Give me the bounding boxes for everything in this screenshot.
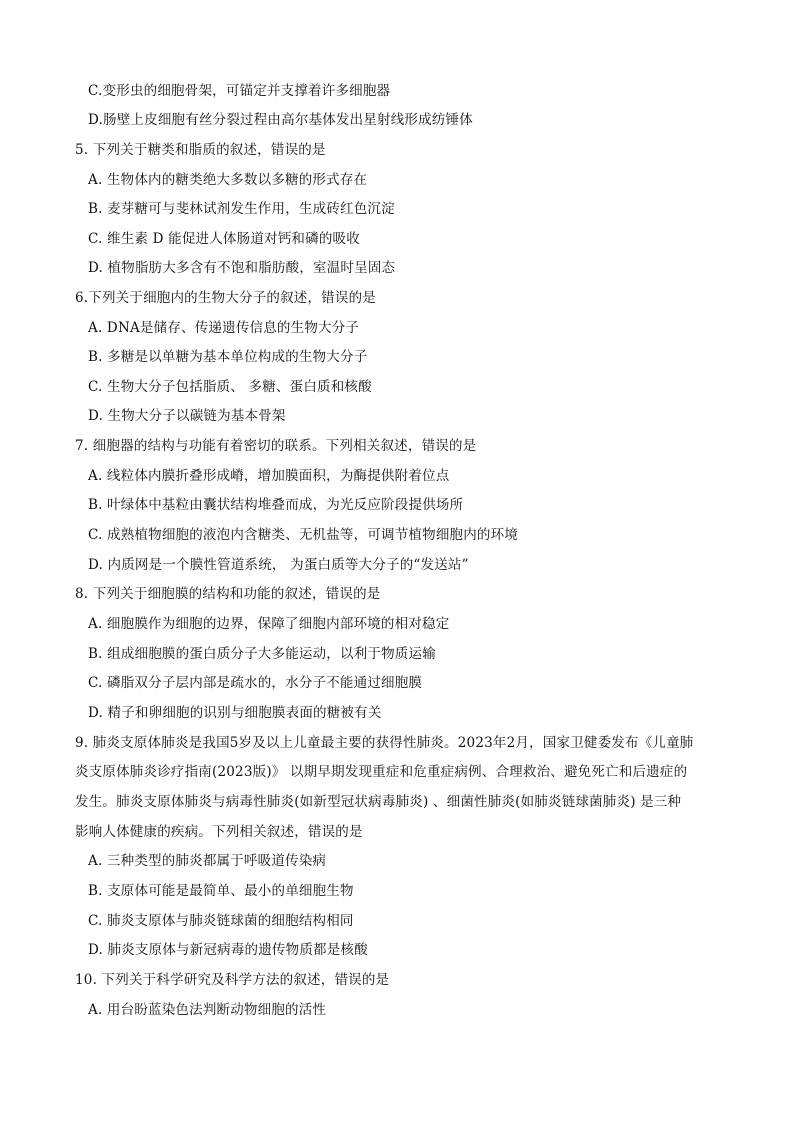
q7-option-b: B. 叶绿体中基粒由囊状结构堆叠而成，为光反应阶段提供场所 (88, 497, 464, 513)
q4-option-d: D.肠壁上皮细胞有丝分裂过程由高尔基体发出星射线形成纺锤体 (88, 112, 473, 128)
question-9-line-4: 影响人体健康的疾病。下列相关叙述，错误的是 (75, 824, 363, 840)
q4-option-c: C.变形虫的细胞骨架，可锚定并支撑着许多细胞器 (88, 83, 391, 99)
question-5: 5. 下列关于糖类和脂质的叙述，错误的是 (75, 142, 326, 158)
question-9-line-3: 发生。肺炎支原体肺炎与病毒性肺炎(如新型冠状病毒肺炎) 、细菌性肺炎(如肺炎链球菌肺炎) 是三种 (75, 794, 682, 810)
q9-option-c: C. 肺炎支原体与肺炎链球菌的细胞结构相同 (88, 913, 354, 929)
question-9-line-1: 9. 肺炎支原体肺炎是我国5岁及以上儿童最主要的获得性肺炎。2023年2月，国家卫健委发布《儿童肺 (75, 735, 694, 751)
q6-option-c: C. 生物大分子包括脂质、 多糖、蛋白质和核酸 (88, 379, 372, 395)
q7-option-d: D. 内质网是一个膜性管道系统， 为蛋白质等大分子的“发送站” (88, 557, 469, 573)
q5-option-c: C. 维生素 D 能促进人体肠道对钙和磷的吸收 (88, 231, 360, 247)
q5-option-b: B. 麦芽糖可与斐林试剂发生作用，生成砖红色沉淀 (88, 201, 395, 217)
question-10: 10. 下列关于科学研究及科学方法的叙述，错误的是 (75, 972, 390, 988)
q5-option-d: D. 植物脂肪大多含有不饱和脂肪酸，室温时呈固态 (88, 260, 396, 276)
q9-option-d: D. 肺炎支原体与新冠病毒的遗传物质都是核酸 (88, 942, 368, 958)
question-7: 7. 细胞器的结构与功能有着密切的联系。下列相关叙述，错误的是 (75, 438, 477, 454)
q6-option-d: D. 生物大分子以碳链为基本骨架 (88, 408, 286, 424)
q8-option-b: B. 组成细胞膜的蛋白质分子大多能运动，以利于物质运输 (88, 646, 436, 662)
question-6: 6.下列关于细胞内的生物大分子的叙述，错误的是 (75, 290, 376, 306)
q10-option-a: A. 用台盼蓝染色法判断动物细胞的活性 (88, 1002, 327, 1018)
q8-option-a: A. 细胞膜作为细胞的边界，保障了细胞内部环境的相对稳定 (88, 616, 450, 632)
q6-option-b: B. 多糖是以单糖为基本单位构成的生物大分子 (88, 349, 368, 365)
question-9-line-2: 炎支原体肺炎诊疗指南(2023版)》 以期早期发现重症和危重症病例、合理救治、避免死亡和后遗症的 (75, 764, 688, 780)
q8-option-c: C. 磷脂双分子层内部是疏水的，水分子不能通过细胞膜 (88, 675, 423, 691)
q5-option-a: A. 生物体内的糖类绝大多数以多糖的形式存在 (88, 172, 368, 188)
q8-option-d: D. 精子和卵细胞的识别与细胞膜表面的糖被有关 (88, 705, 382, 721)
q7-option-c: C. 成熟植物细胞的液泡内含糖类、无机盐等，可调节植物细胞内的环境 (88, 527, 519, 543)
q6-option-a: A. DNA是储存、传递遗传信息的生物大分子 (88, 320, 360, 336)
q9-option-a: A. 三种类型的肺炎都属于呼吸道传染病 (88, 853, 327, 869)
q9-option-b: B. 支原体可能是最简单、最小的单细胞生物 (88, 883, 354, 899)
question-8: 8. 下列关于细胞膜的结构和功能的叙述，错误的是 (75, 586, 381, 602)
q7-option-a: A. 线粒体内膜折叠形成嵴，增加膜面积，为酶提供附着位点 (88, 468, 450, 484)
